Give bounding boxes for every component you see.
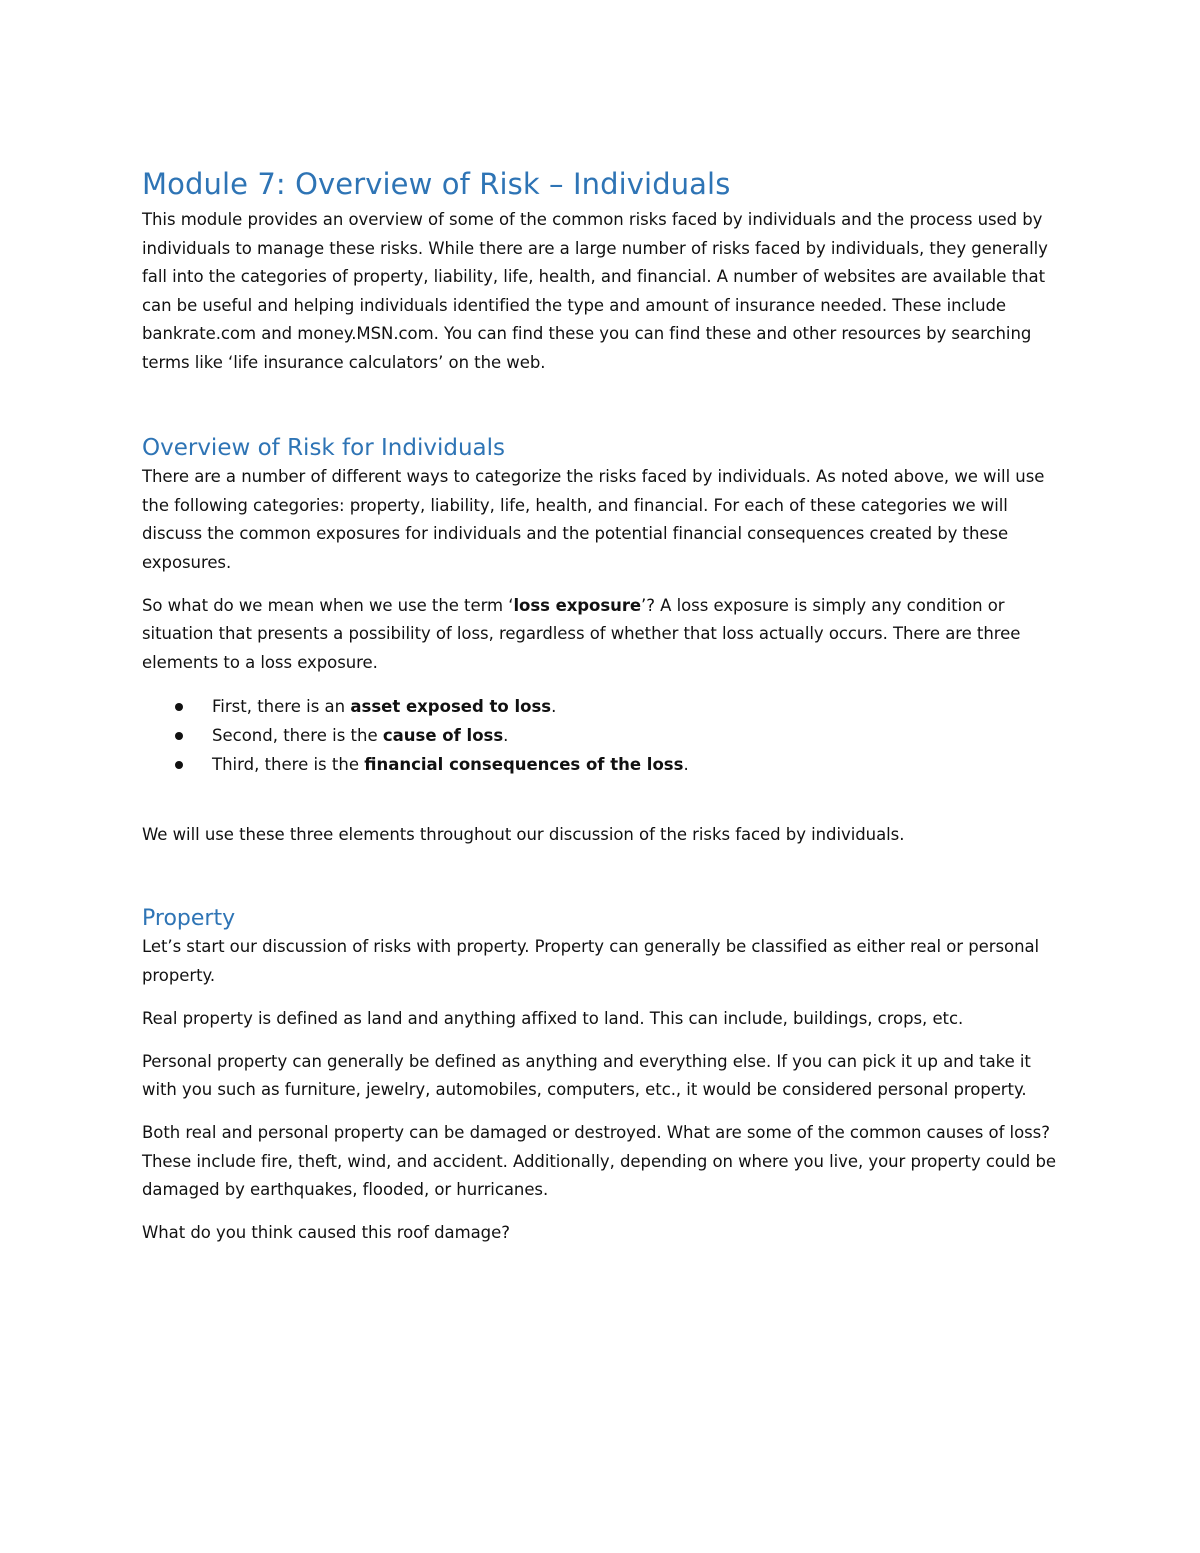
bold-term: asset exposed to loss xyxy=(350,696,552,716)
overview-paragraph-1: There are a number of different ways to categorize the risks faced by individuals. As noted above, we will use the following categories: property, liability, life, health, and financial. For each of these categories we will discuss the common exposures for individuals and the potential financial consequences created by these exposures. xyxy=(142,467,1045,572)
property-paragraph-2: Real property is defined as land and anything affixed to land. This can include, buildings, crops, etc. xyxy=(142,1008,964,1028)
property-heading: Property xyxy=(142,906,236,931)
text-run: . xyxy=(551,696,557,716)
property-paragraph-3: Personal property can generally be defined as anything and everything else. If you can pick it up and take it with you such as furniture, jewelry, automobiles, computers, etc., it would be considered personal property. xyxy=(142,1051,1031,1099)
text-run: Third, there is the xyxy=(212,754,365,774)
intro-paragraph: This module provides an overview of some of the common risks faced by individuals and the process used by individuals to manage these risks. While there are a large number of risks faced by individuals, they generally fall into the categories of property, liability, life, health, and financial. A number of websites are available that can be useful and helping individuals identified the type and amount of insurance needed. These include bankrate.com and money.MSN.com. You can find these you can find these and other resources by searching terms like ‘life insurance calculators’ on the web. xyxy=(142,210,1048,372)
bold-term: loss exposure xyxy=(513,595,642,615)
list-item xyxy=(142,750,1062,779)
overview-paragraph-2 xyxy=(142,592,1062,678)
bullet-icon xyxy=(175,732,183,740)
text-run: ’? A loss exposure is simply any condition or situation that presents a possibility of loss, regardless of whether that loss actually occurs. There are three elements to a loss exposure. xyxy=(142,595,1021,672)
property-paragraph-1: Let’s start our discussion of risks with property. Property can generally be classified as either real or personal property. xyxy=(142,937,1040,985)
bold-term: financial consequences of the loss xyxy=(364,754,684,774)
property-paragraph-5: What do you think caused this roof damage? xyxy=(142,1223,510,1242)
module-title: Module 7: Overview of Risk – Individuals xyxy=(142,167,731,201)
text-run: . xyxy=(683,754,689,774)
document-page xyxy=(142,166,1062,1262)
loss-exposure-elements-list xyxy=(142,692,1062,779)
text-run: First, there is an xyxy=(212,696,351,716)
text-run: . xyxy=(503,725,509,745)
bullet-icon xyxy=(175,703,183,711)
list-item xyxy=(142,692,1062,721)
overview-heading: Overview of Risk for Individuals xyxy=(142,435,505,461)
property-paragraph-4: Both real and personal property can be damaged or destroyed. What are some of the common causes of loss? These include fire, theft, wind, and accident. Additionally, depending on where you live, your property could be damaged by earthquakes, flooded, or hurricanes. xyxy=(142,1123,1057,1199)
bullet-icon xyxy=(175,761,183,769)
text-run: So what do we mean when we use the term ‘ xyxy=(142,595,514,615)
bold-term: cause of loss xyxy=(382,725,504,745)
overview-paragraph-3: We will use these three elements throughout our discussion of the risks faced by individuals. xyxy=(142,824,905,844)
list-item xyxy=(142,721,1062,750)
text-run: Second, there is the xyxy=(212,725,383,745)
